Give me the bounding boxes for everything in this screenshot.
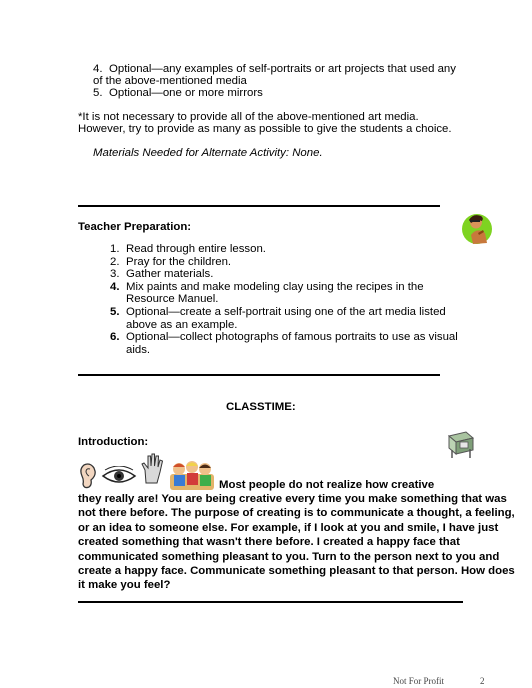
list-item: 2. Pray for the children. <box>110 255 232 268</box>
list-item: 4. Mix paints and make modeling clay using the recipes in the <box>110 280 424 293</box>
paragraph-line: not there before. The purpose of creating is to communicate a thought, a feeling, <box>78 507 515 520</box>
divider-2 <box>78 374 440 376</box>
paragraph-line: created something that wasn't there before. I created a happy face that <box>78 536 460 549</box>
intro-first-line: Most people do not realize how creative <box>219 479 435 491</box>
teacher-prep-list <box>110 243 458 356</box>
list-item: 5. Optional—create a self-portrait using one of the art media listed <box>110 305 446 318</box>
page-number: 2 <box>480 676 485 686</box>
list-item: 1. Read through entire lesson. <box>110 243 266 255</box>
classtime-heading: CLASSTIME: <box>226 401 296 413</box>
list-item-continued: above as an example. <box>126 318 238 331</box>
paragraph-line: or an idea to someone else. For example, if I look at you and smile, I have just <box>78 521 499 534</box>
list-item-5 <box>93 87 263 100</box>
intro-paragraph <box>78 492 515 593</box>
list-number: 4. <box>93 63 103 75</box>
teacher-icon <box>461 211 493 245</box>
ear-icon <box>78 462 100 490</box>
list-item-continued: Resource Manuel. <box>126 293 219 306</box>
desk-icon <box>446 430 476 460</box>
hand-icon <box>140 452 166 484</box>
note-line-1: *It is not necessary to provide all of the above-mentioned art media. <box>78 111 419 123</box>
footer-label: Not For Profit <box>393 676 445 686</box>
list-number: 5. <box>93 87 103 99</box>
teacher-prep-heading: Teacher Preparation: <box>78 221 192 233</box>
paragraph-line: communicated something pleasant to you. Turn to the person next to you and <box>78 550 500 563</box>
alternate-activity-note: Materials Needed for Alternate Activity: None. <box>93 147 323 159</box>
paragraph-line: create a happy face. Communicate something pleasant to that person. How does <box>78 565 515 578</box>
eye-icon <box>101 466 137 486</box>
divider-1 <box>78 205 440 207</box>
list-item: 3. Gather materials. <box>110 268 214 281</box>
note-line-2: However, try to provide as many as possible to give the students a choice. <box>78 123 452 135</box>
paragraph-line: it make you feel? <box>78 579 171 592</box>
divider-3 <box>78 601 463 603</box>
list-item: 6. Optional—collect photographs of famous portraits to use as visual <box>110 331 458 344</box>
introduction-heading: Introduction: <box>78 436 149 448</box>
list-text: Optional—any examples of self-portraits or art projects that used any <box>109 63 456 75</box>
list-item-4-continued: of the above-mentioned media <box>93 75 247 87</box>
children-icon <box>168 458 216 492</box>
paragraph-line: they really are! You are being creative every time you make something that was <box>78 493 507 505</box>
list-text: Optional—one or more mirrors <box>109 87 263 99</box>
list-item-continued: aids. <box>126 343 151 356</box>
